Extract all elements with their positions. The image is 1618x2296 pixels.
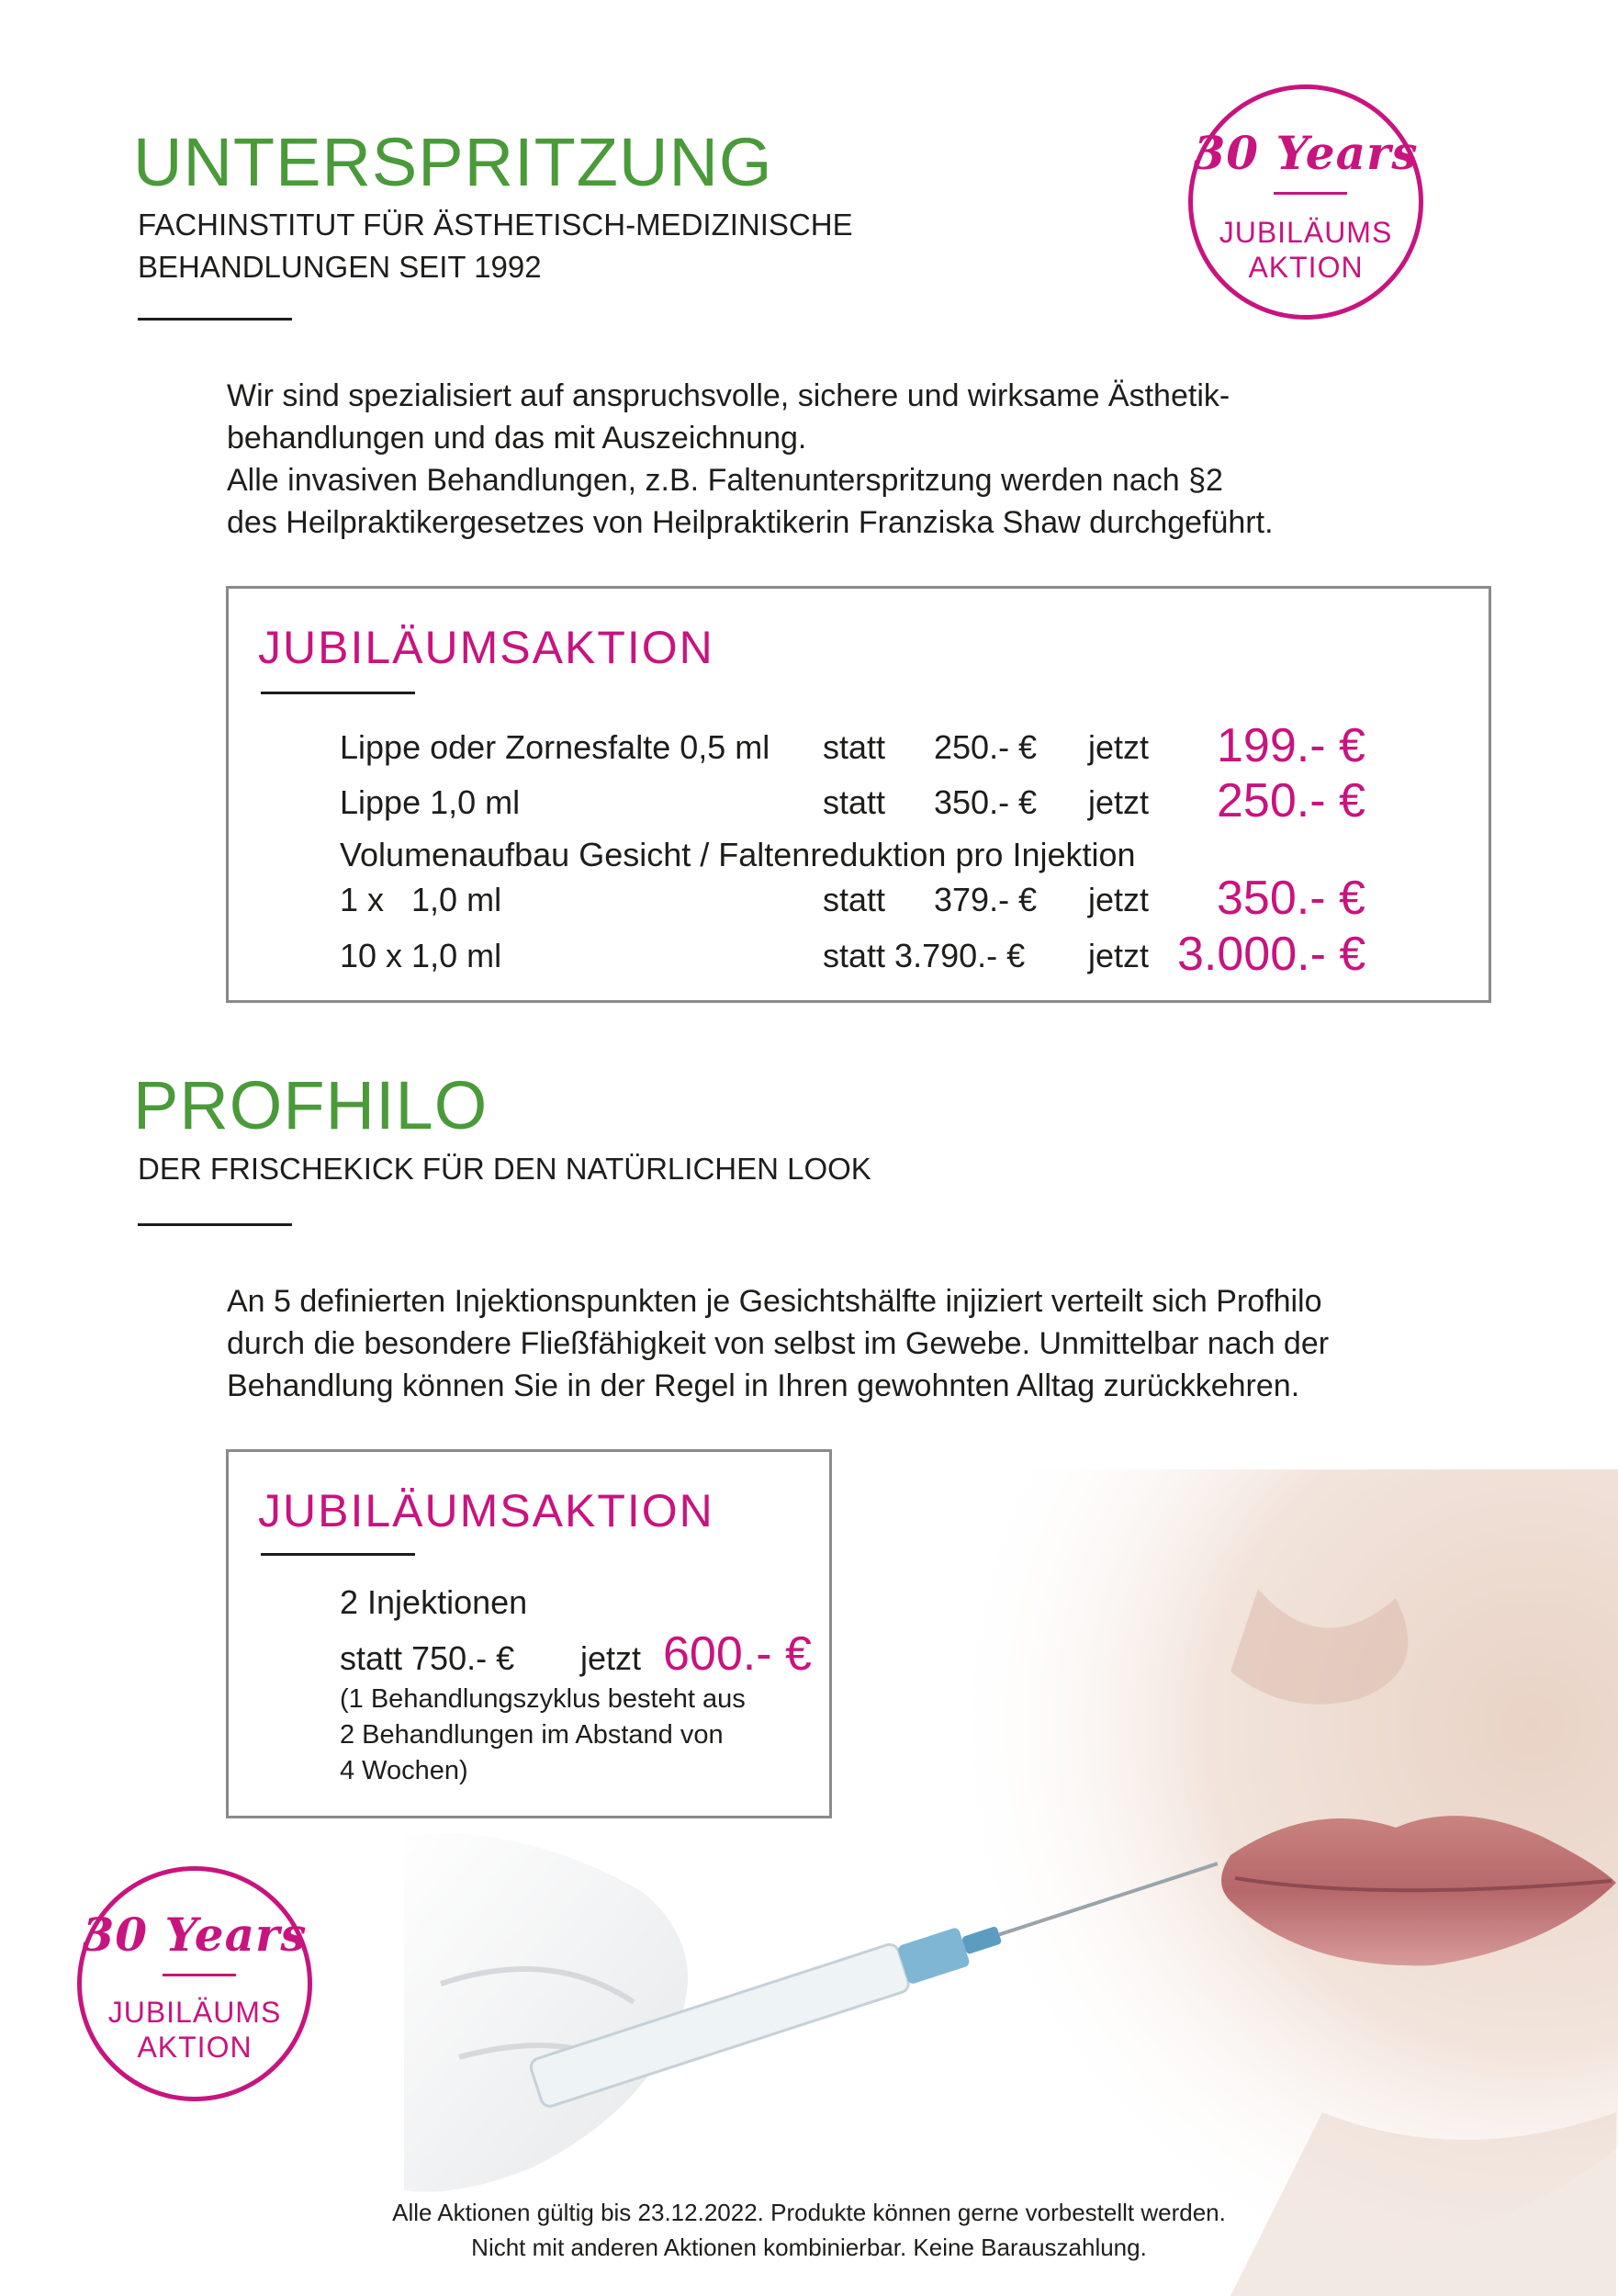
badge-years: 30 Years xyxy=(82,1908,308,1962)
anniversary-badge xyxy=(77,1866,312,2101)
body-line: durch die besondere Fließfähigkeit von selbst im Gewebe. Unmittelbar nach der xyxy=(227,1326,1330,1361)
body-line: Wir sind spezialisiert auf anspruchsvolle, sichere und wirksame Ästhetik- xyxy=(227,378,1230,413)
price-statt: statt xyxy=(823,937,886,974)
body-line: Alle invasiven Behandlungen, z.B. Faltenunterspritzung werden nach §2 xyxy=(227,463,1223,498)
offer-title: JUBILÄUMSAKTION xyxy=(258,622,714,673)
price-jetzt: jetzt xyxy=(1088,728,1150,766)
price-jetzt: jetzt xyxy=(1088,937,1150,974)
body-line: Behandlung können Sie in der Regel in Ihren gewohnten Alltag zurückkehren. xyxy=(227,1368,1300,1403)
badge-line-2: AKTION xyxy=(1248,251,1364,284)
price-label: 10 x 1,0 ml xyxy=(340,937,502,974)
price-new: 350.- € xyxy=(1217,872,1365,925)
note-line: 2 Behandlungen im Abstand von xyxy=(340,1720,724,1750)
price-label: Lippe 1,0 ml xyxy=(340,783,521,821)
badge-divider xyxy=(163,1974,236,1976)
price-row xyxy=(340,874,1478,929)
price-label: Lippe oder Zornesfalte 0,5 ml xyxy=(340,728,770,766)
badge-line-2: AKTION xyxy=(137,2031,253,2064)
group-heading xyxy=(340,829,1478,875)
divider xyxy=(138,318,292,321)
price-old: 3.790.- € xyxy=(894,937,1026,974)
price-new: 199.- € xyxy=(1217,719,1365,772)
price-statt: statt 750.- € xyxy=(340,1639,515,1677)
section1-body xyxy=(227,375,1274,544)
price-jetzt: jetzt xyxy=(1088,881,1150,918)
price-new: 600.- € xyxy=(663,1627,812,1681)
price-label: 1 x 1,0 ml xyxy=(340,881,502,918)
price-jetzt: jetzt xyxy=(1088,783,1150,821)
price-new: 3.000.- € xyxy=(1177,928,1366,981)
offer-divider xyxy=(261,692,415,694)
section-subtitle: DER FRISCHEKICK FÜR DEN NATÜRLICHEN LOOK xyxy=(138,1152,871,1186)
group-heading-text: Volumenaufbau Gesicht / Faltenreduktion pro Injektion xyxy=(340,836,1136,873)
price-old: 350.- € xyxy=(934,783,1038,821)
price-new: 250.- € xyxy=(1217,774,1365,827)
price-statt: statt xyxy=(823,783,886,821)
price-statt: statt xyxy=(823,728,886,766)
price-row xyxy=(340,719,1478,777)
body-line: behandlungen und das mit Auszeichnung. xyxy=(227,421,807,456)
badge-line-1: JUBILÄUMS xyxy=(1219,216,1393,249)
offer-title: JUBILÄUMSAKTION xyxy=(258,1485,714,1536)
badge-years: 30 Years xyxy=(1193,126,1419,180)
note-line: 4 Wochen) xyxy=(340,1756,468,1785)
badge-line-1: JUBILÄUMS xyxy=(107,1996,282,2029)
divider xyxy=(138,1223,292,1226)
body-line: des Heilpraktikergesetzes von Heilpraktikerin Franziska Shaw durchgeführt. xyxy=(227,505,1274,540)
section-subtitle xyxy=(138,204,853,288)
price-old: 250.- € xyxy=(934,728,1038,766)
price-row xyxy=(340,930,1478,985)
section2-body xyxy=(227,1280,1329,1407)
section-title-profhilo: PROFHILO xyxy=(133,1067,489,1143)
subtitle-line: BEHANDLUNGEN SEIT 1992 xyxy=(138,250,542,284)
footer-disclaimer xyxy=(0,2195,1618,2265)
offer-divider xyxy=(261,1553,415,1556)
offer-item: 2 Injektionen xyxy=(340,1583,528,1621)
offer-box-profhilo xyxy=(226,1449,832,1818)
body-line: An 5 definierten Injektionspunkten je Gesichtshälfte injiziert verteilt sich Profhilo xyxy=(227,1284,1322,1319)
price-row xyxy=(340,774,1478,832)
offer-box-fillers xyxy=(226,586,1491,1003)
badge-divider xyxy=(1274,192,1347,195)
offer-price-row xyxy=(340,1626,817,1682)
price-jetzt: jetzt xyxy=(580,1639,642,1677)
price-old: 379.- € xyxy=(934,881,1038,918)
price-statt: statt xyxy=(823,881,886,918)
price-statt-old xyxy=(823,937,1026,974)
anniversary-badge xyxy=(1188,84,1423,320)
note-line: (1 Behandlungszyklus besteht aus xyxy=(340,1684,746,1714)
section-title-unterspritzung: UNTERSPRITZUNG xyxy=(133,124,773,200)
subtitle-line: FACHINSTITUT FÜR ÄSTHETISCH-MEDIZINISCHE xyxy=(138,208,853,242)
offer-note xyxy=(340,1682,746,1789)
footer-line: Nicht mit anderen Aktionen kombinierbar. Keine Barauszahlung. xyxy=(471,2234,1147,2261)
footer-line: Alle Aktionen gültig bis 23.12.2022. Produkte können gerne vorbestellt werden. xyxy=(392,2199,1226,2226)
